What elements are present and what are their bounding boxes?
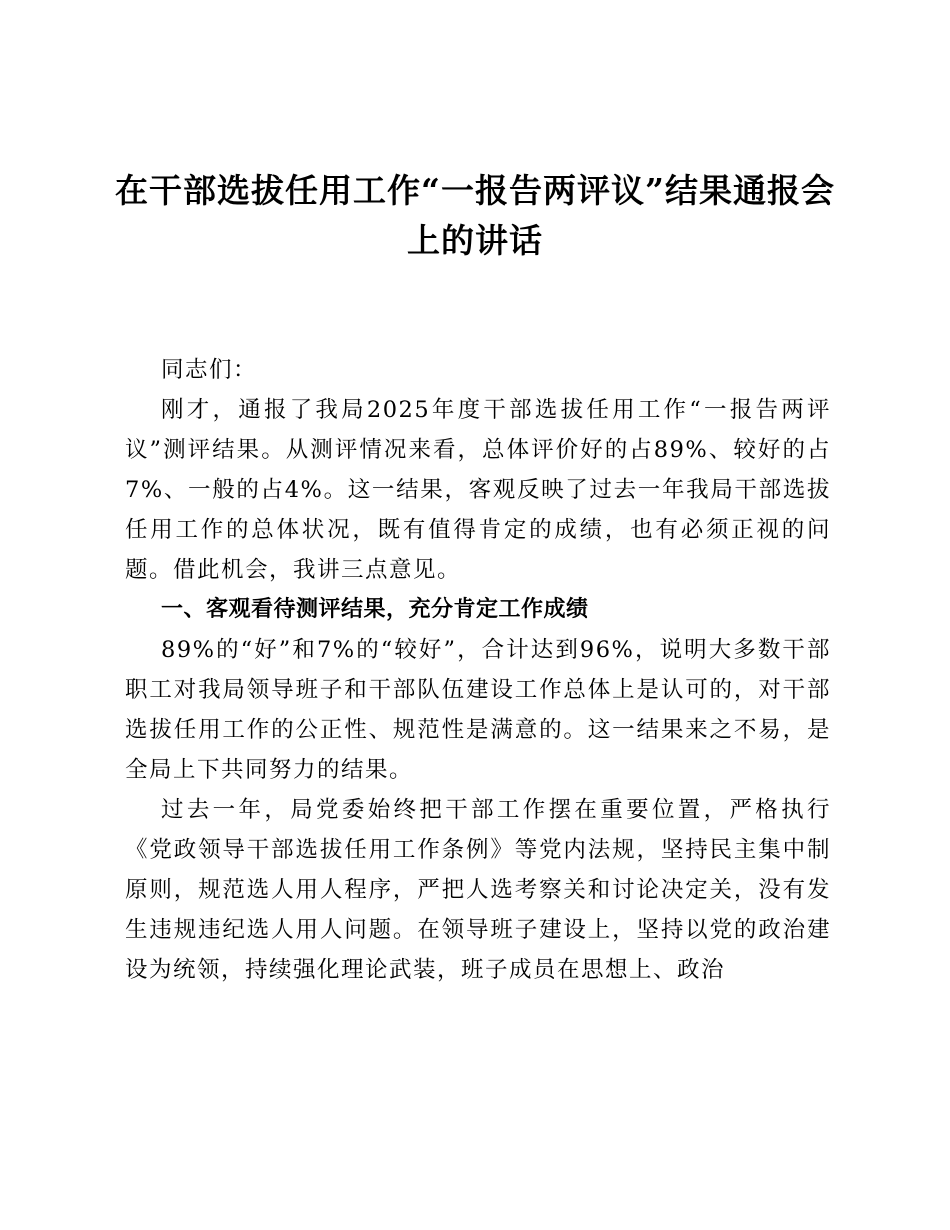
section1-paragraph-1: 89%的“好”和7%的“较好”，合计达到96%，说明大多数干部职工对我局领导班子和干部队伍建设工作总体上是认可的，对干部选拔任用工作的公正性、规范性是满意的。这一结果来之不易，是全局上下共同努力的结果。 — [125, 637, 831, 783]
document-title: 在干部选拔任用工作“一报告两评议”结果通报会上的讲话 — [115, 171, 835, 260]
section-heading-1: 一、客观看待测评结果，充分肯定工作成绩 — [161, 597, 589, 622]
intro-paragraph: 刚才，通报了我局2025年度干部选拔任用工作“一报告两评议”测评结果。从测评情况来看，总体评价好的占89%、较好的占7%、一般的占4%。这一结果，客观反映了过去一年我局干部选拔任用工作的总体状况，既有值得肯定的成绩，也有必须正视的问题。借此机会，我讲三点意见。 — [125, 397, 831, 583]
section1-paragraph-2: 过去一年，局党委始终把干部工作摆在重要位置，严格执行《党政领导干部选拔任用工作条例》等党内法规，坚持民主集中制原则，规范选人用人程序，严把人选考察关和讨论决定关，没有发生违规违纪选人用人问题。在领导班子建设上，坚持以党的政治建设为统领，持续强化理论武装，班子成员在思想上、政治 — [125, 797, 831, 983]
document-body — [125, 350, 831, 990]
salutation: 同志们： — [161, 357, 258, 383]
